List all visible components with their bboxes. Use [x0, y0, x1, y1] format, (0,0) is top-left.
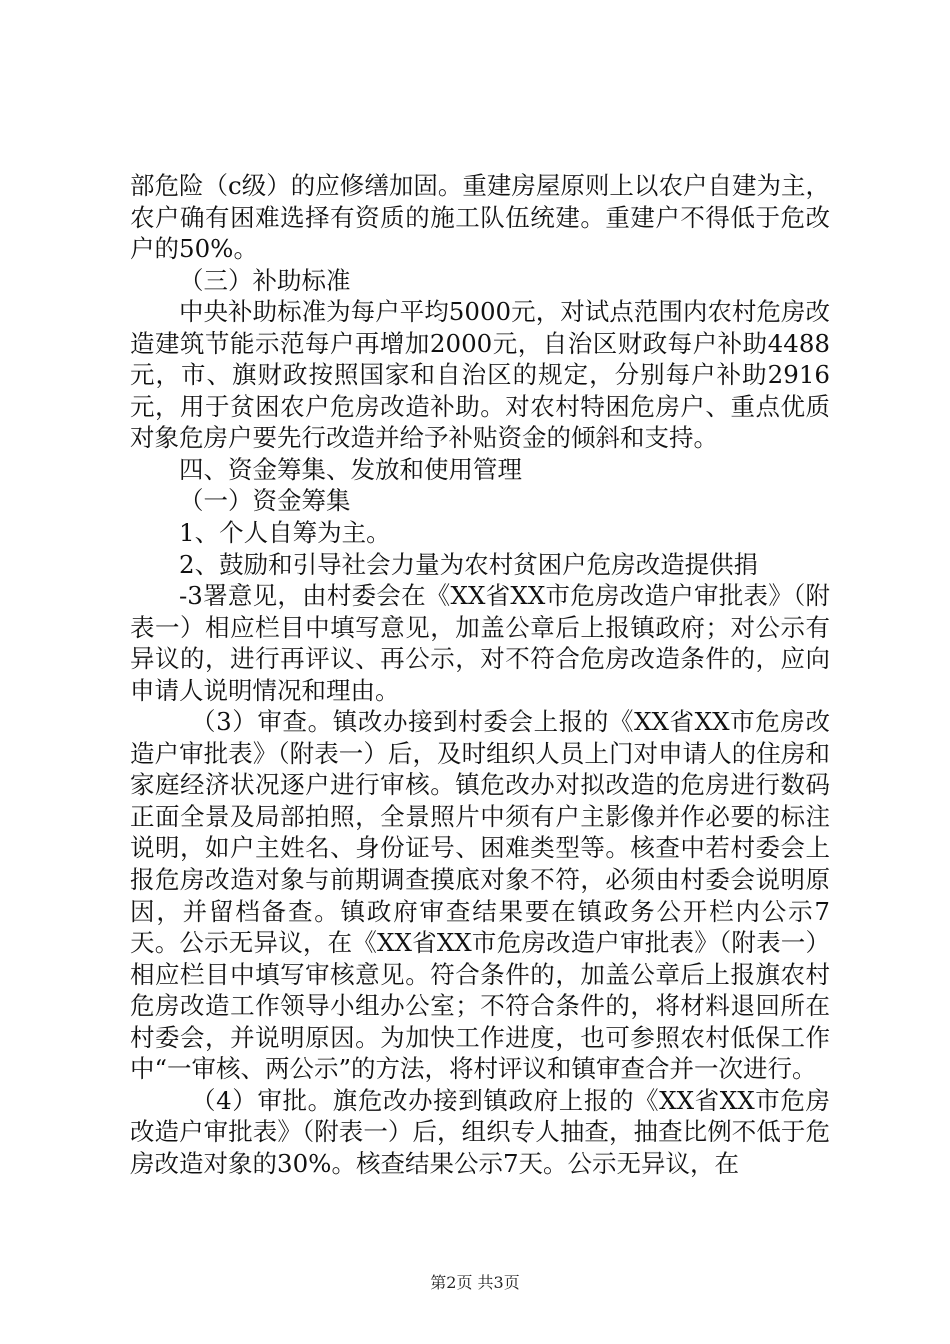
heading-fund-raising: （一）资金筹集: [179, 486, 351, 516]
paragraph-subsidy-amounts: 中央补助标准为每户平均5000元，对试点范围内农村危房改造建筑节能示范每户再增加2000元，自治区财政每户补助4488元，市、旗财政按照国家和自治区的规定，分别每户补助2916元，用于贫困农户危房改造补助。对农村特困危房户、重点优质对象危房户要先行改造并给予补贴资金的倾斜和支持。: [130, 297, 830, 453]
paragraph-review: （3）审查。镇改办接到村委会上报的《XX省XX市危房改造户审批表》（附表一）后，及时组织人员上门对申请人的住房和家庭经济状况逐户进行审核。镇危改办对拟改造的危房进行数码正面全景及局部拍照，全景照片中须有户主影像并作必要的标注说明，如户主姓名、身份证号、困难类型等。核查中若村委会上报危房改造对象与前期调查摸底对象不符，必须由村委会说明原因，并留档备查。镇政府审查结果要在镇政务公开栏内公示7天。公示无异议，在《XX省XX市危房改造户审批表》（附表一）相应栏目中填写审核意见。符合条件的，加盖公章后上报旗农村危房改造工作领导小组办公室；不符合条件的，将材料退回所在村委会，并说明原因。为加快工作进度，也可参照农村低保工作中“一审核、两公示”的方法，将村评议和镇审查合并一次进行。: [130, 707, 830, 1084]
heading-fund-management: 四、资金筹集、发放和使用管理: [179, 454, 522, 484]
list-item-self-funding: 1、个人自筹为主。: [179, 518, 391, 548]
heading-subsidy-standard: （三）补助标准: [179, 265, 351, 295]
page-number-footer: 第2页 共3页: [430, 1273, 520, 1292]
document-body: [130, 170, 830, 1180]
list-item-social-support: 2、鼓励和引导社会力量为农村贫困户危房改造提供捐: [179, 549, 759, 579]
paragraph-approval: （4）审批。旗危改办接到镇政府上报的《XX省XX市危房改造户审批表》（附表一）后，组织专人抽查，抽查比例不低于危房改造对象的30%。核查结果公示7天。公示无异议，在: [130, 1085, 830, 1178]
paragraph-village-opinion: -3署意见，由村委会在《XX省XX市危房改造户审批表》（附表一）相应栏目中填写意见，加盖公章后上报镇政府；对公示有异议的，进行再评议、再公示，对不符合危房改造条件的，应向申请人说明情况和理由。: [130, 581, 830, 705]
paragraph-continuation: 部危险（c级）的应修缮加固。重建房屋原则上以农户自建为主，农户确有困难选择有资质的施工队伍统建。重建户不得低于危改户的50%。: [130, 171, 830, 264]
